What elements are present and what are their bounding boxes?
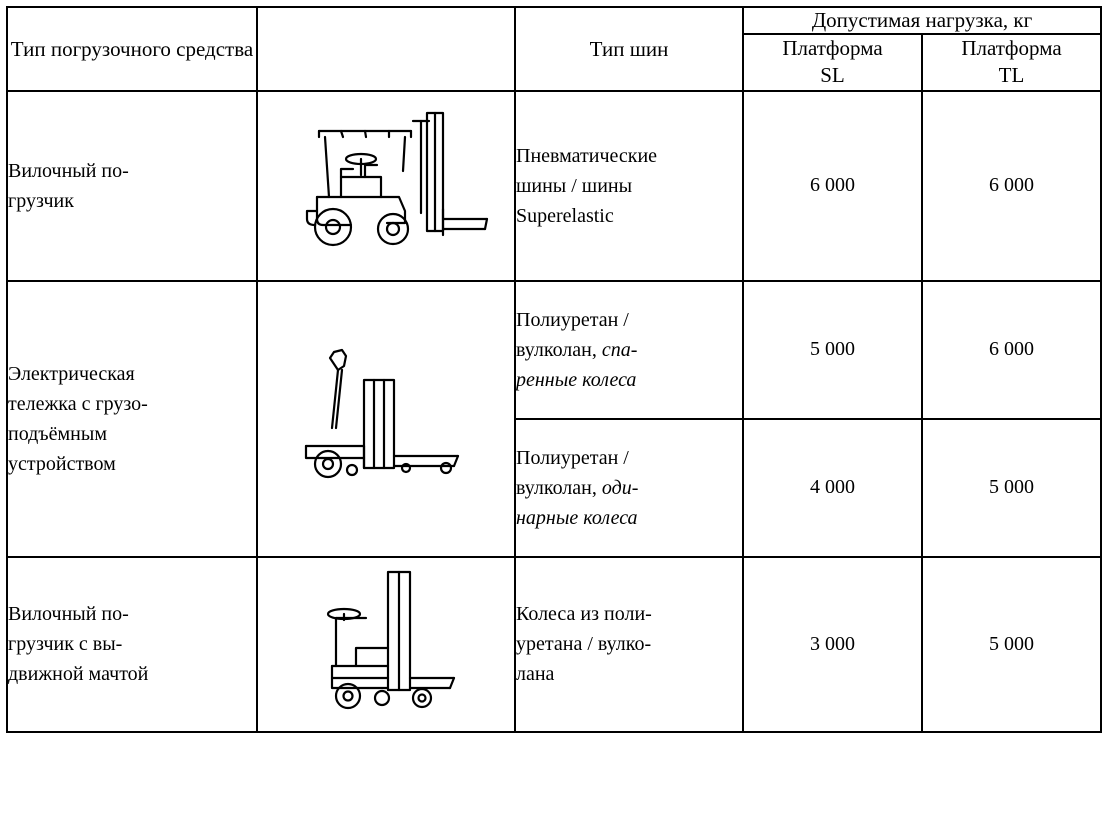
- row2b-tyre: [515, 419, 743, 557]
- table-header-row-1: [7, 7, 1101, 34]
- row2a-tl-value: 6 000: [922, 281, 1101, 419]
- row3-type-line1: Вилочный по-: [8, 603, 129, 626]
- row3-tyre-line3: лана: [516, 663, 555, 686]
- row2a-tyre-line3-italic: ренные колеса: [516, 368, 637, 391]
- reach-truck-icon: [296, 562, 476, 722]
- header-platform-tl: [922, 34, 1101, 91]
- row3-tyre-line2: уретана / вулко-: [516, 633, 652, 656]
- electric-pallet-truck-icon: [286, 316, 486, 516]
- row2a-tyre-line2-italic: спа-: [601, 338, 638, 361]
- header-load-group: Допустимая нагрузка, кг: [743, 7, 1101, 34]
- row2-type-line3: подъёмным: [8, 422, 107, 445]
- header-platform-sl-line2: SL: [820, 63, 845, 88]
- row1-sl-value: 6 000: [743, 91, 922, 281]
- row3-sl-value: 3 000: [743, 557, 922, 732]
- row2a-sl-value: 5 000: [743, 281, 922, 419]
- row2a-tyre: [515, 281, 743, 419]
- row1-tyre-line3: Superelastic: [516, 204, 614, 227]
- row1-tyre-line1: Пневматические: [516, 144, 658, 167]
- row1-tl-value: 6 000: [922, 91, 1101, 281]
- row1-type-line1: Вилочный по-: [8, 159, 129, 182]
- row1-tyre-line2: шины / шины: [516, 174, 633, 197]
- header-platform-sl: [743, 34, 922, 91]
- row2-type: [7, 281, 257, 557]
- row2a-tyre-line1: Полиуретан /: [516, 308, 629, 331]
- row3-type-line3: движной мачтой: [8, 663, 149, 686]
- row3-type-line2: грузчик с вы-: [8, 633, 123, 656]
- table-row: [7, 91, 1101, 281]
- table-row: [7, 281, 1101, 419]
- header-platform-tl-line2: TL: [998, 63, 1025, 88]
- row1-tyre: [515, 91, 743, 281]
- header-image-column: [257, 7, 515, 91]
- header-type-column: Тип погрузочного средства: [7, 7, 257, 91]
- row2-type-line4: устройством: [8, 452, 116, 475]
- row3-tyre: [515, 557, 743, 732]
- header-platform-sl-line1: Платформа: [782, 36, 883, 60]
- row2a-tyre-line2-plain: вулколан,: [516, 338, 602, 361]
- forklift-icon: [281, 101, 491, 266]
- row3-tl-value: 5 000: [922, 557, 1101, 732]
- row2b-tyre-line2-plain: вулколан,: [516, 476, 602, 499]
- header-tyre-column: Тип шин: [515, 7, 743, 91]
- row1-type: [7, 91, 257, 281]
- row2-type-line2: тележка с грузо-: [8, 392, 148, 415]
- row2b-tyre-line1: Полиуретан /: [516, 446, 629, 469]
- row3-tyre-line1: Колеса из поли-: [516, 603, 652, 626]
- load-capacity-table: [6, 6, 1102, 733]
- row2b-tyre-line3-italic: нарные колеса: [516, 506, 638, 529]
- row2b-sl-value: 4 000: [743, 419, 922, 557]
- row1-type-line2: грузчик: [8, 189, 74, 212]
- table-row: [7, 557, 1101, 732]
- header-platform-tl-line1: Платформа: [961, 36, 1062, 60]
- row2b-tyre-line2-italic: оди-: [601, 476, 639, 499]
- row3-type: [7, 557, 257, 732]
- row3-image-cell: [257, 557, 515, 732]
- row2-image-cell: [257, 281, 515, 557]
- row2-type-line1: Электрическая: [8, 362, 135, 385]
- document-page: [0, 6, 1106, 824]
- row1-image-cell: [257, 91, 515, 281]
- row2b-tl-value: 5 000: [922, 419, 1101, 557]
